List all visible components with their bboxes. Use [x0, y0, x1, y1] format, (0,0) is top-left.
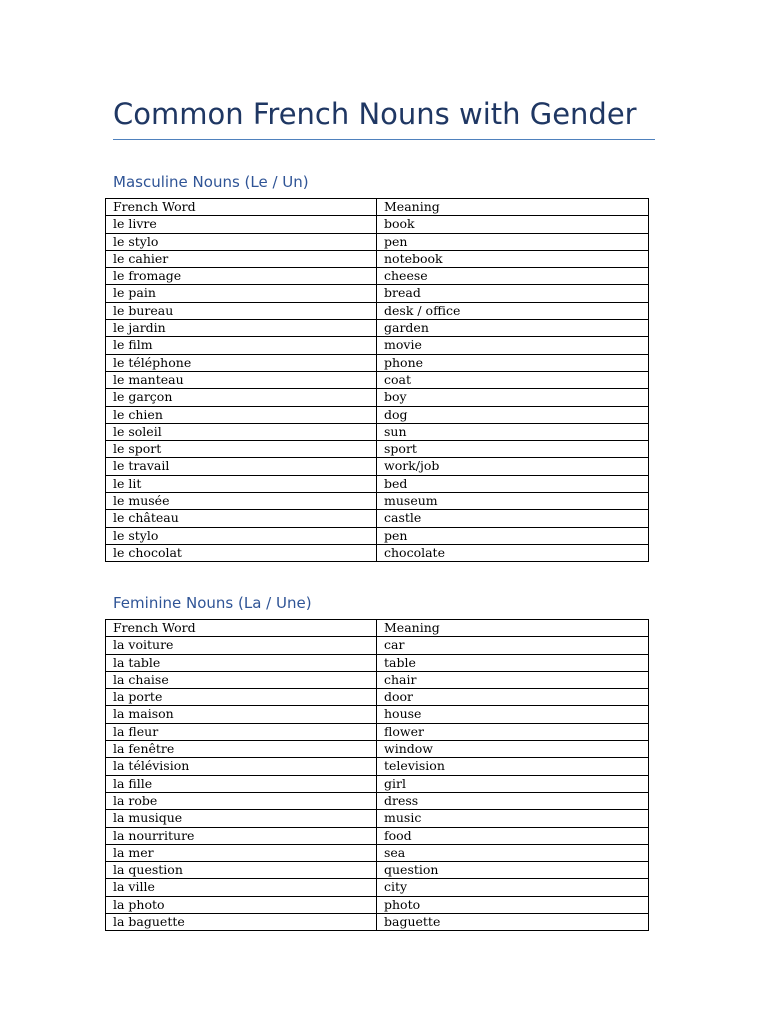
table-row	[106, 827, 649, 844]
table-row	[106, 406, 649, 423]
table-row	[106, 441, 649, 458]
table-row	[106, 285, 649, 302]
french-word-cell: la question	[106, 862, 377, 879]
meaning-cell: bread	[377, 285, 649, 302]
meaning-cell: flower	[377, 723, 649, 740]
meaning-cell: television	[377, 758, 649, 775]
table-row	[106, 493, 649, 510]
meaning-cell: baguette	[377, 914, 649, 931]
meaning-cell: dress	[377, 792, 649, 809]
table-row	[106, 423, 649, 440]
meaning-cell: book	[377, 216, 649, 233]
french-word-cell: la maison	[106, 706, 377, 723]
table-row	[106, 810, 649, 827]
french-word-cell: la voiture	[106, 637, 377, 654]
meaning-cell: cheese	[377, 268, 649, 285]
meaning-cell: chocolate	[377, 544, 649, 561]
french-word-cell: la nourriture	[106, 827, 377, 844]
table-row	[106, 775, 649, 792]
feminine-heading: Feminine Nouns (La / Une)	[113, 594, 312, 612]
french-word-cell: le chocolat	[106, 544, 377, 561]
table-row	[106, 741, 649, 758]
french-word-cell: la télévision	[106, 758, 377, 775]
french-word-cell: la fenêtre	[106, 741, 377, 758]
title-underline	[113, 139, 655, 140]
french-word-cell: le garçon	[106, 389, 377, 406]
meaning-cell: girl	[377, 775, 649, 792]
meaning-cell: car	[377, 637, 649, 654]
french-word-cell: la robe	[106, 792, 377, 809]
table-row	[106, 233, 649, 250]
french-word-cell: la porte	[106, 689, 377, 706]
french-word-cell: la fille	[106, 775, 377, 792]
french-word-cell: le bureau	[106, 302, 377, 319]
header-french-word: French Word	[106, 199, 377, 216]
meaning-cell: sport	[377, 441, 649, 458]
french-word-cell: le lit	[106, 475, 377, 492]
meaning-cell: museum	[377, 493, 649, 510]
french-word-cell: le livre	[106, 216, 377, 233]
table-row	[106, 389, 649, 406]
french-word-cell: le stylo	[106, 527, 377, 544]
french-word-cell: la baguette	[106, 914, 377, 931]
table-row	[106, 320, 649, 337]
table-row	[106, 637, 649, 654]
table-row	[106, 268, 649, 285]
meaning-cell: sea	[377, 844, 649, 861]
meaning-cell: music	[377, 810, 649, 827]
table-row	[106, 475, 649, 492]
french-word-cell: le pain	[106, 285, 377, 302]
french-word-cell: le chien	[106, 406, 377, 423]
table-header-row	[106, 199, 649, 216]
table-row	[106, 792, 649, 809]
french-word-cell: le travail	[106, 458, 377, 475]
table-row	[106, 671, 649, 688]
french-word-cell: le musée	[106, 493, 377, 510]
meaning-cell: desk / office	[377, 302, 649, 319]
header-french-word: French Word	[106, 620, 377, 637]
table-row	[106, 216, 649, 233]
table-row	[106, 896, 649, 913]
meaning-cell: movie	[377, 337, 649, 354]
french-word-cell: le téléphone	[106, 354, 377, 371]
french-word-cell: le fromage	[106, 268, 377, 285]
french-word-cell: la mer	[106, 844, 377, 861]
french-word-cell: le cahier	[106, 250, 377, 267]
meaning-cell: bed	[377, 475, 649, 492]
header-meaning: Meaning	[377, 199, 649, 216]
meaning-cell: food	[377, 827, 649, 844]
table-row	[106, 723, 649, 740]
french-word-cell: le soleil	[106, 423, 377, 440]
french-word-cell: la ville	[106, 879, 377, 896]
meaning-cell: notebook	[377, 250, 649, 267]
french-word-cell: la photo	[106, 896, 377, 913]
masculine-table	[105, 198, 649, 562]
french-word-cell: la fleur	[106, 723, 377, 740]
header-meaning: Meaning	[377, 620, 649, 637]
table-row	[106, 371, 649, 388]
meaning-cell: door	[377, 689, 649, 706]
table-row	[106, 844, 649, 861]
french-word-cell: le sport	[106, 441, 377, 458]
page-title: Common French Nouns with Gender	[113, 97, 637, 131]
table-row	[106, 914, 649, 931]
meaning-cell: garden	[377, 320, 649, 337]
meaning-cell: boy	[377, 389, 649, 406]
table-row	[106, 654, 649, 671]
table-row	[106, 510, 649, 527]
meaning-cell: pen	[377, 233, 649, 250]
french-word-cell: le jardin	[106, 320, 377, 337]
french-word-cell: la table	[106, 654, 377, 671]
table-row	[106, 354, 649, 371]
masculine-heading: Masculine Nouns (Le / Un)	[113, 173, 309, 191]
table-row	[106, 706, 649, 723]
meaning-cell: work/job	[377, 458, 649, 475]
table-row	[106, 544, 649, 561]
table-row	[106, 758, 649, 775]
meaning-cell: table	[377, 654, 649, 671]
french-word-cell: le stylo	[106, 233, 377, 250]
french-word-cell: le manteau	[106, 371, 377, 388]
meaning-cell: pen	[377, 527, 649, 544]
meaning-cell: window	[377, 741, 649, 758]
table-row	[106, 879, 649, 896]
table-row	[106, 458, 649, 475]
table-header-row	[106, 620, 649, 637]
meaning-cell: castle	[377, 510, 649, 527]
table-row	[106, 862, 649, 879]
meaning-cell: house	[377, 706, 649, 723]
french-word-cell: le château	[106, 510, 377, 527]
table-row	[106, 302, 649, 319]
french-word-cell: la musique	[106, 810, 377, 827]
table-row	[106, 337, 649, 354]
meaning-cell: sun	[377, 423, 649, 440]
meaning-cell: coat	[377, 371, 649, 388]
meaning-cell: dog	[377, 406, 649, 423]
meaning-cell: city	[377, 879, 649, 896]
french-word-cell: la chaise	[106, 671, 377, 688]
table-row	[106, 527, 649, 544]
feminine-table	[105, 619, 649, 931]
table-row	[106, 250, 649, 267]
meaning-cell: phone	[377, 354, 649, 371]
meaning-cell: question	[377, 862, 649, 879]
meaning-cell: chair	[377, 671, 649, 688]
french-word-cell: le film	[106, 337, 377, 354]
meaning-cell: photo	[377, 896, 649, 913]
table-row	[106, 689, 649, 706]
